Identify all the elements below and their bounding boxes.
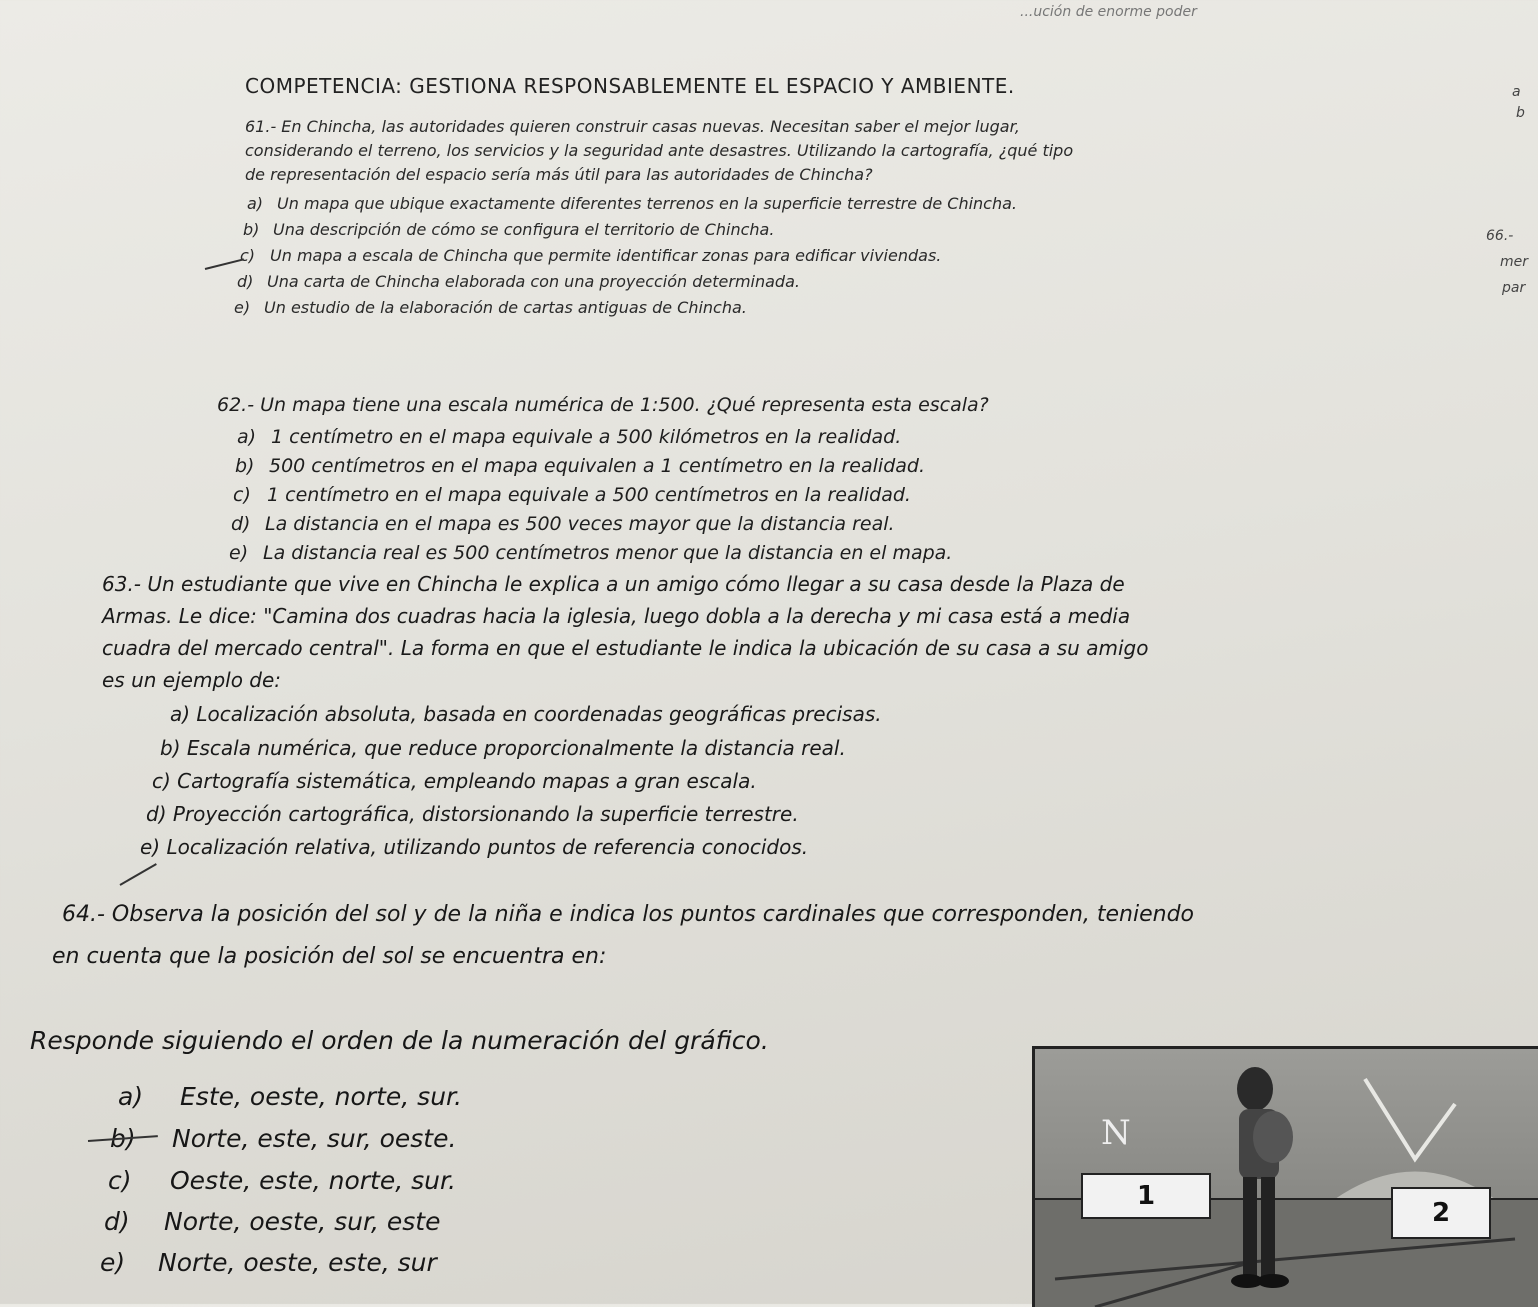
q61-option-a[interactable] xyxy=(247,194,1017,213)
option-text: Oeste, este, norte, sur. xyxy=(170,1166,456,1195)
option-letter: e) xyxy=(234,298,251,317)
light-rays xyxy=(1365,1079,1455,1159)
option-letter: c) xyxy=(240,246,256,265)
label-1-text: 1 xyxy=(1136,1181,1156,1211)
q61-option-b[interactable] xyxy=(243,220,774,239)
q64-line-1: 64.- Observa la posición del sol y de la niña e indica los puntos cardinales que corresponden, teniendo xyxy=(62,902,1195,927)
option-letter: b) xyxy=(243,220,260,239)
option-text: Un mapa a escala de Chincha que permite identificar zonas para edificar viviendas. xyxy=(270,246,942,265)
option-text: 1 centímetro en el mapa equivale a 500 centímetros en la realidad. xyxy=(267,484,911,506)
q62-option-e[interactable] xyxy=(229,542,952,564)
q61-option-c[interactable] xyxy=(240,246,941,265)
q61-line-2: considerando el terreno, los servicios y la seguridad ante desastres. Utilizando la cartografía, ¿qué tipo xyxy=(245,141,1074,160)
option-letter: c) xyxy=(233,484,251,506)
option-text: 1 centímetro en el mapa equivale a 500 kilómetros en la realidad. xyxy=(271,426,902,448)
option-letter: b) xyxy=(235,455,255,477)
answer-option-d[interactable] xyxy=(104,1207,440,1236)
q62-option-b[interactable] xyxy=(235,455,925,477)
pen-mark-q61 xyxy=(205,258,244,270)
option-text: Norte, oeste, este, sur xyxy=(158,1248,437,1277)
option-text: Este, oeste, norte, sur. xyxy=(180,1082,462,1111)
option-text: Un estudio de la elaboración de cartas antiguas de Chincha. xyxy=(264,298,747,317)
answer-option-a[interactable] xyxy=(118,1082,462,1111)
option-text: Una carta de Chincha elaborada con una proyección determinada. xyxy=(267,272,800,291)
option-text: Una descripción de cómo se configura el territorio de Chincha. xyxy=(273,220,775,239)
instruction-text: Responde siguiendo el orden de la numeración del gráfico. xyxy=(30,1026,769,1055)
q64-line-2: en cuenta que la posición del sol se encuentra en: xyxy=(52,944,607,969)
pen-mark-q63 xyxy=(120,863,157,886)
header-fragment: ...ución de enorme poder xyxy=(1020,4,1197,20)
q61-line-3: de representación del espacio sería más útil para las autoridades de Chincha? xyxy=(245,165,873,184)
q61-option-d[interactable] xyxy=(237,272,800,291)
side-fragment-mer: mer xyxy=(1500,254,1529,270)
q62-option-d[interactable] xyxy=(231,513,895,535)
q63-line-3: cuadra del mercado central". La forma en que el estudiante le indica la ubicación de su casa a su amigo xyxy=(102,636,1149,660)
q61-option-e[interactable] xyxy=(234,298,747,317)
option-text: La distancia real es 500 centímetros menor que la distancia en el mapa. xyxy=(263,542,953,564)
q63-option-d[interactable]: d) Proyección cartográfica, distorsionando la superficie terrestre. xyxy=(146,802,799,826)
q62-line-1: 62.- Un mapa tiene una escala numérica de 1:500. ¿Qué representa esta escala? xyxy=(217,394,989,416)
option-letter: d) xyxy=(237,272,254,291)
q63-option-a[interactable]: a) Localización absoluta, basada en coordenadas geográficas precisas. xyxy=(170,702,882,726)
option-text: Norte, este, sur, oeste. xyxy=(172,1124,457,1153)
q61-line-1: 61.- En Chincha, las autoridades quieren construir casas nuevas. Necesitan saber el mejor lugar, xyxy=(245,117,1020,136)
orientation-picture xyxy=(1032,1046,1538,1307)
option-text: Norte, oeste, sur, este xyxy=(164,1207,441,1236)
side-fragment-a: a xyxy=(1512,84,1521,100)
q63-option-b[interactable]: b) Escala numérica, que reduce proporcionalmente la distancia real. xyxy=(160,736,846,760)
q63-line-2: Armas. Le dice: "Camina dos cuadras hacia la iglesia, luego dobla a la derecha y mi casa está a media xyxy=(102,604,1131,628)
label-2-text: 2 xyxy=(1431,1198,1451,1228)
competencia-title: COMPETENCIA: GESTIONA RESPONSABLEMENTE EL ESPACIO Y AMBIENTE. xyxy=(245,74,1015,98)
q62-option-c[interactable] xyxy=(233,484,911,506)
side-fragment-par: par xyxy=(1502,280,1526,296)
option-letter: d) xyxy=(231,513,251,535)
option-text: 500 centímetros en el mapa equivalen a 1 centímetro en la realidad. xyxy=(269,455,925,477)
answer-option-c[interactable] xyxy=(108,1166,456,1195)
q63-option-c[interactable]: c) Cartografía sistemática, empleando mapas a gran escala. xyxy=(152,769,757,793)
option-letter: e) xyxy=(229,542,249,564)
q63-option-e[interactable]: e) Localización relativa, utilizando puntos de referencia conocidos. xyxy=(140,835,809,859)
q63-line-1: 63.- Un estudiante que vive en Chincha le explica a un amigo cómo llegar a su casa desde la Plaza de xyxy=(102,572,1125,596)
option-text: La distancia en el mapa es 500 veces mayor que la distancia real. xyxy=(265,513,895,535)
option-letter: a) xyxy=(118,1082,144,1111)
q63-line-4: es un ejemplo de: xyxy=(102,668,282,692)
option-letter: e) xyxy=(100,1248,126,1277)
answer-option-b[interactable] xyxy=(110,1124,456,1153)
side-fragment-66: 66.- xyxy=(1486,228,1514,244)
side-fragment-b: b xyxy=(1516,105,1525,121)
option-letter: a) xyxy=(237,426,257,448)
option-letter: a) xyxy=(247,194,264,213)
option-text: Un mapa que ubique exactamente diferentes terrenos en la superficie terrestre de Chincha. xyxy=(277,194,1017,213)
option-letter: d) xyxy=(104,1207,130,1236)
answer-option-e[interactable] xyxy=(100,1248,437,1277)
label-box-1[interactable] xyxy=(1081,1173,1211,1219)
label-box-2[interactable] xyxy=(1391,1187,1491,1239)
q62-option-a[interactable] xyxy=(237,426,901,448)
option-letter: c) xyxy=(108,1166,132,1195)
letter-n: N xyxy=(1101,1113,1131,1153)
